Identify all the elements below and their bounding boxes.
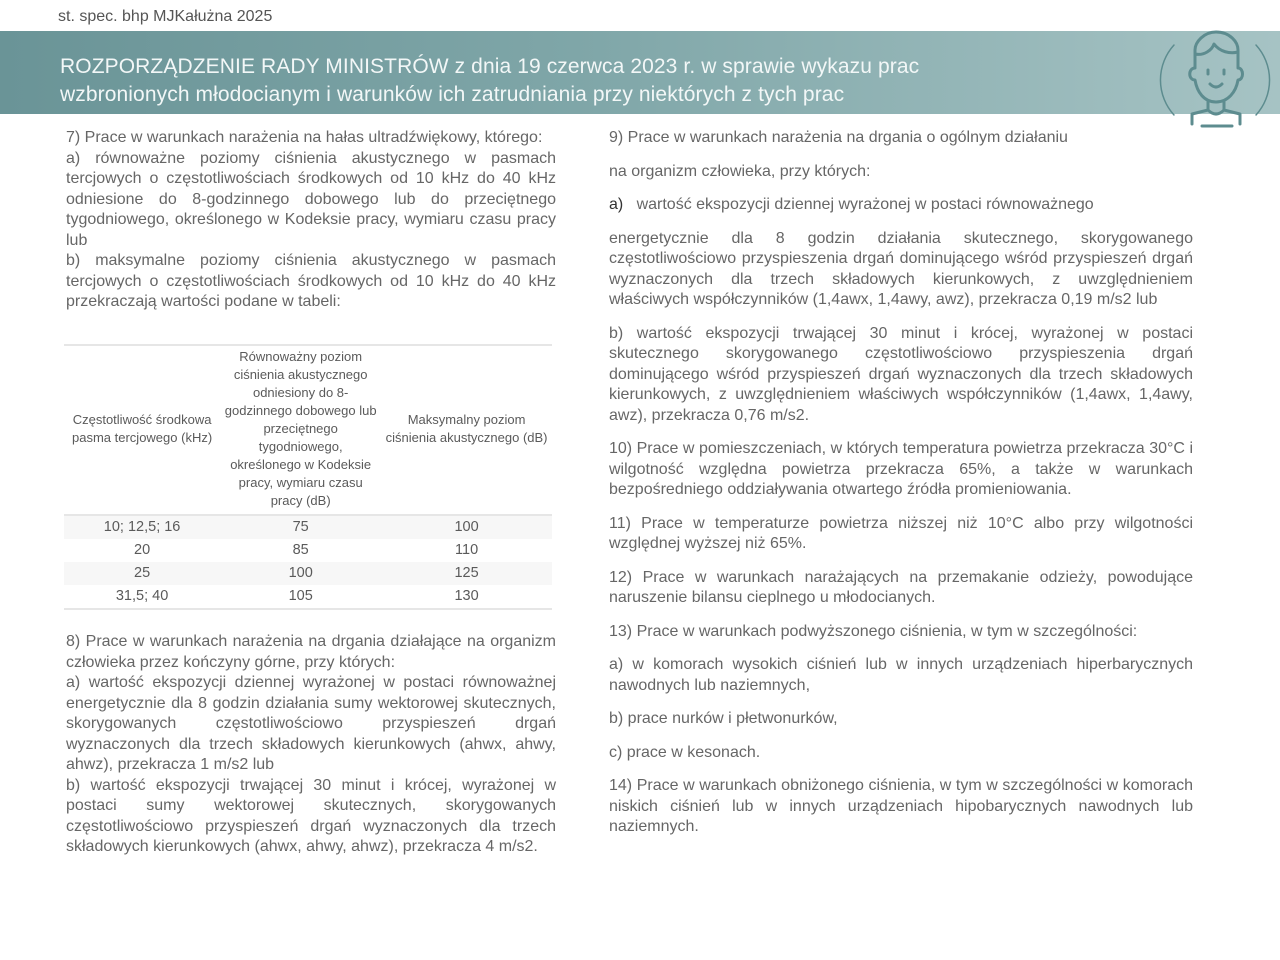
section-12: 12) Prace w warunkach narażających na przemakanie odzieży, powodujące naruszenie bilansu cieplnego u młodocianych. [609,568,1193,606]
cell-equivalent-level: 75 [292,519,309,535]
column-header-equivalent-level: Równoważny poziom ciśnienia akustycznego odniesiony do 8-godzinnego dobowego lub przeciętnego tygodniowego, określonego w Kodeksie pracy, wymiaru czasu pracy (dB) [220,345,381,515]
document-title [60,53,1120,109]
table-row [64,562,552,585]
section-9-a-continued: energetycznie dla 8 godzin działania skutecznego, skorygowanego częstotliwościowo przyspieszenia drgań dominującego wśród przyspieszeń drgań wyznaczonych dla trzech składowych kierunkowych, z uwzględnieniem właściwych współczynników (1,4awx, 1,4awy, awz), przekracza 0,19 m/s2 lub [609,229,1193,308]
section-8-intro: 8) Prace w warunkach narażenia na drgania działające na organizm człowieka przez kończyny górne, przy których: [66,633,556,671]
section-8-b: b) wartość ekspozycji trwającej 30 minut i krócej, wyrażonej w postaci sumy wektorowej skutecznych, skorygowanych częstotliwościowo przyspieszeń drgań wyznaczonych dla trzech składowych kierunkowych (ahwx, ahwy, ahwz), przekracza 4 m/s2. [66,776,556,855]
cell-max-level: 125 [454,565,479,581]
section-13-a: a) w komorach wysokich ciśnień lub w innych urządzeniach hiperbarycznych nawodnych lub naziemnych, [609,656,1193,694]
table-row [64,515,552,539]
cell-frequency: 10; 12,5; 16 [103,519,181,535]
right-column [609,128,1193,851]
cell-equivalent-level: 105 [288,588,313,604]
cell-max-level: 110 [455,542,479,558]
section-11: 11) Prace w temperaturze powietrza niższej niż 10°C albo przy wilgotności względnej wyższej niż 65%. [609,514,1193,552]
section-14: 14) Prace w warunkach obniżonego ciśnienia, w tym w szczególności w komorach niskich ciśnień lub w innych urządzeniach hipobarycznych nawodnych lub naziemnych. [609,777,1193,835]
author-note: st. spec. bhp MJKałużna 2025 [58,8,273,25]
section-9-line-2: na organizm człowieka, przy których: [609,162,871,180]
left-column [66,128,556,313]
table-header-row [64,345,552,515]
section-9-line-1: 9) Prace w warunkach narażenia na drgania o ogólnym działaniu [609,129,1068,146]
column-header-frequency: Częstotliwość środkowa pasma tercjowego (kHz) [64,345,220,515]
section-13-b: b) prace nurków i płetwonurków, [609,710,838,727]
title-line-2: wzbronionych młodocianym i warunków ich zatrudniania przy niektórych z tych prac [60,83,845,106]
section-13-c: c) prace w kesonach. [609,743,761,761]
left-column-lower [66,632,556,858]
section-8-a: a) wartość ekspozycji dziennej wyrażonej w postaci równoważnej energetycznie dla 8 godzin działania sumy wektorowej skutecznych, skorygowanych częstotliwościowo przyspieszeń drgań wyznaczonych dla trzech składowych kierunkowych (ahwx, ahwy, ahwz), przekracza 1 m/s2 lub [66,674,556,773]
section-9-b: b) wartość ekspozycji trwającej 30 minut i krócej, wyrażonej w postaci skutecznego skorygowanego częstotliwościowo przyspieszenia drgań dominującego wśród przyspieszeń drgań wyznaczonych dla trzech składowych kierunkowych, z uwzględnieniem właściwych współczynników (1,4awx, 1,4awy, awz), przekracza 0,76 m/s2. [609,324,1193,424]
table-row [64,539,552,562]
section-7-intro: 7) Prace w warunkach narażenia na hałas ultradźwiękowy, którego: [66,129,543,146]
cell-max-level: 100 [454,519,479,535]
column-header-max-level: Maksymalny poziom ciśnienia akustycznego (dB) [381,345,552,515]
cell-equivalent-level: 85 [292,542,309,558]
cell-frequency: 20 [134,542,151,558]
section-9-a-label: a) [609,196,624,213]
young-person-avatar-icon [1152,20,1278,132]
title-line-1: ROZPORZĄDZENIE RADY MINISTRÓW z dnia 19 czerwca 2023 r. w sprawie wykazu prac [60,55,920,78]
cell-frequency: 31,5; 40 [115,588,169,604]
cell-frequency: 25 [134,565,151,581]
cell-max-level: 130 [454,588,479,604]
title-banner [0,31,1280,114]
cell-equivalent-level: 100 [288,565,313,581]
section-9-a-text: wartość ekspozycji dziennej wyrażonej w postaci równoważnego [636,196,1094,213]
section-13: 13) Prace w warunkach podwyższonego ciśnienia, w tym w szczególności: [609,622,1138,640]
section-7-a: a) równoważne poziomy ciśnienia akustycznego w pasmach tercjowych o częstotliwościach środkowych od 10 kHz do 40 kHz odniesione do 8-godzinnego dobowego lub do przeciętnego tygodniowego, określonego w Kodeksie pracy, wymiaru czasu pracy lub [66,149,556,249]
section-7-b: b) maksymalne poziomy ciśnienia akustycznego w pasmach tercjowych o częstotliwościach środkowych od 10 kHz do 40 kHz przekraczają wartości podane w tabeli: [66,252,556,310]
table-row [64,585,552,609]
section-9-a-line [609,195,1193,216]
section-10: 10) Prace w pomieszczeniach, w których temperatura powietrza przekracza 30°C i wilgotność względna powietrza przekracza 65%, a także w warunkach bezpośredniego oddziaływania otwartego źródła promieniowania. [609,440,1193,498]
noise-limits-table [64,344,552,610]
